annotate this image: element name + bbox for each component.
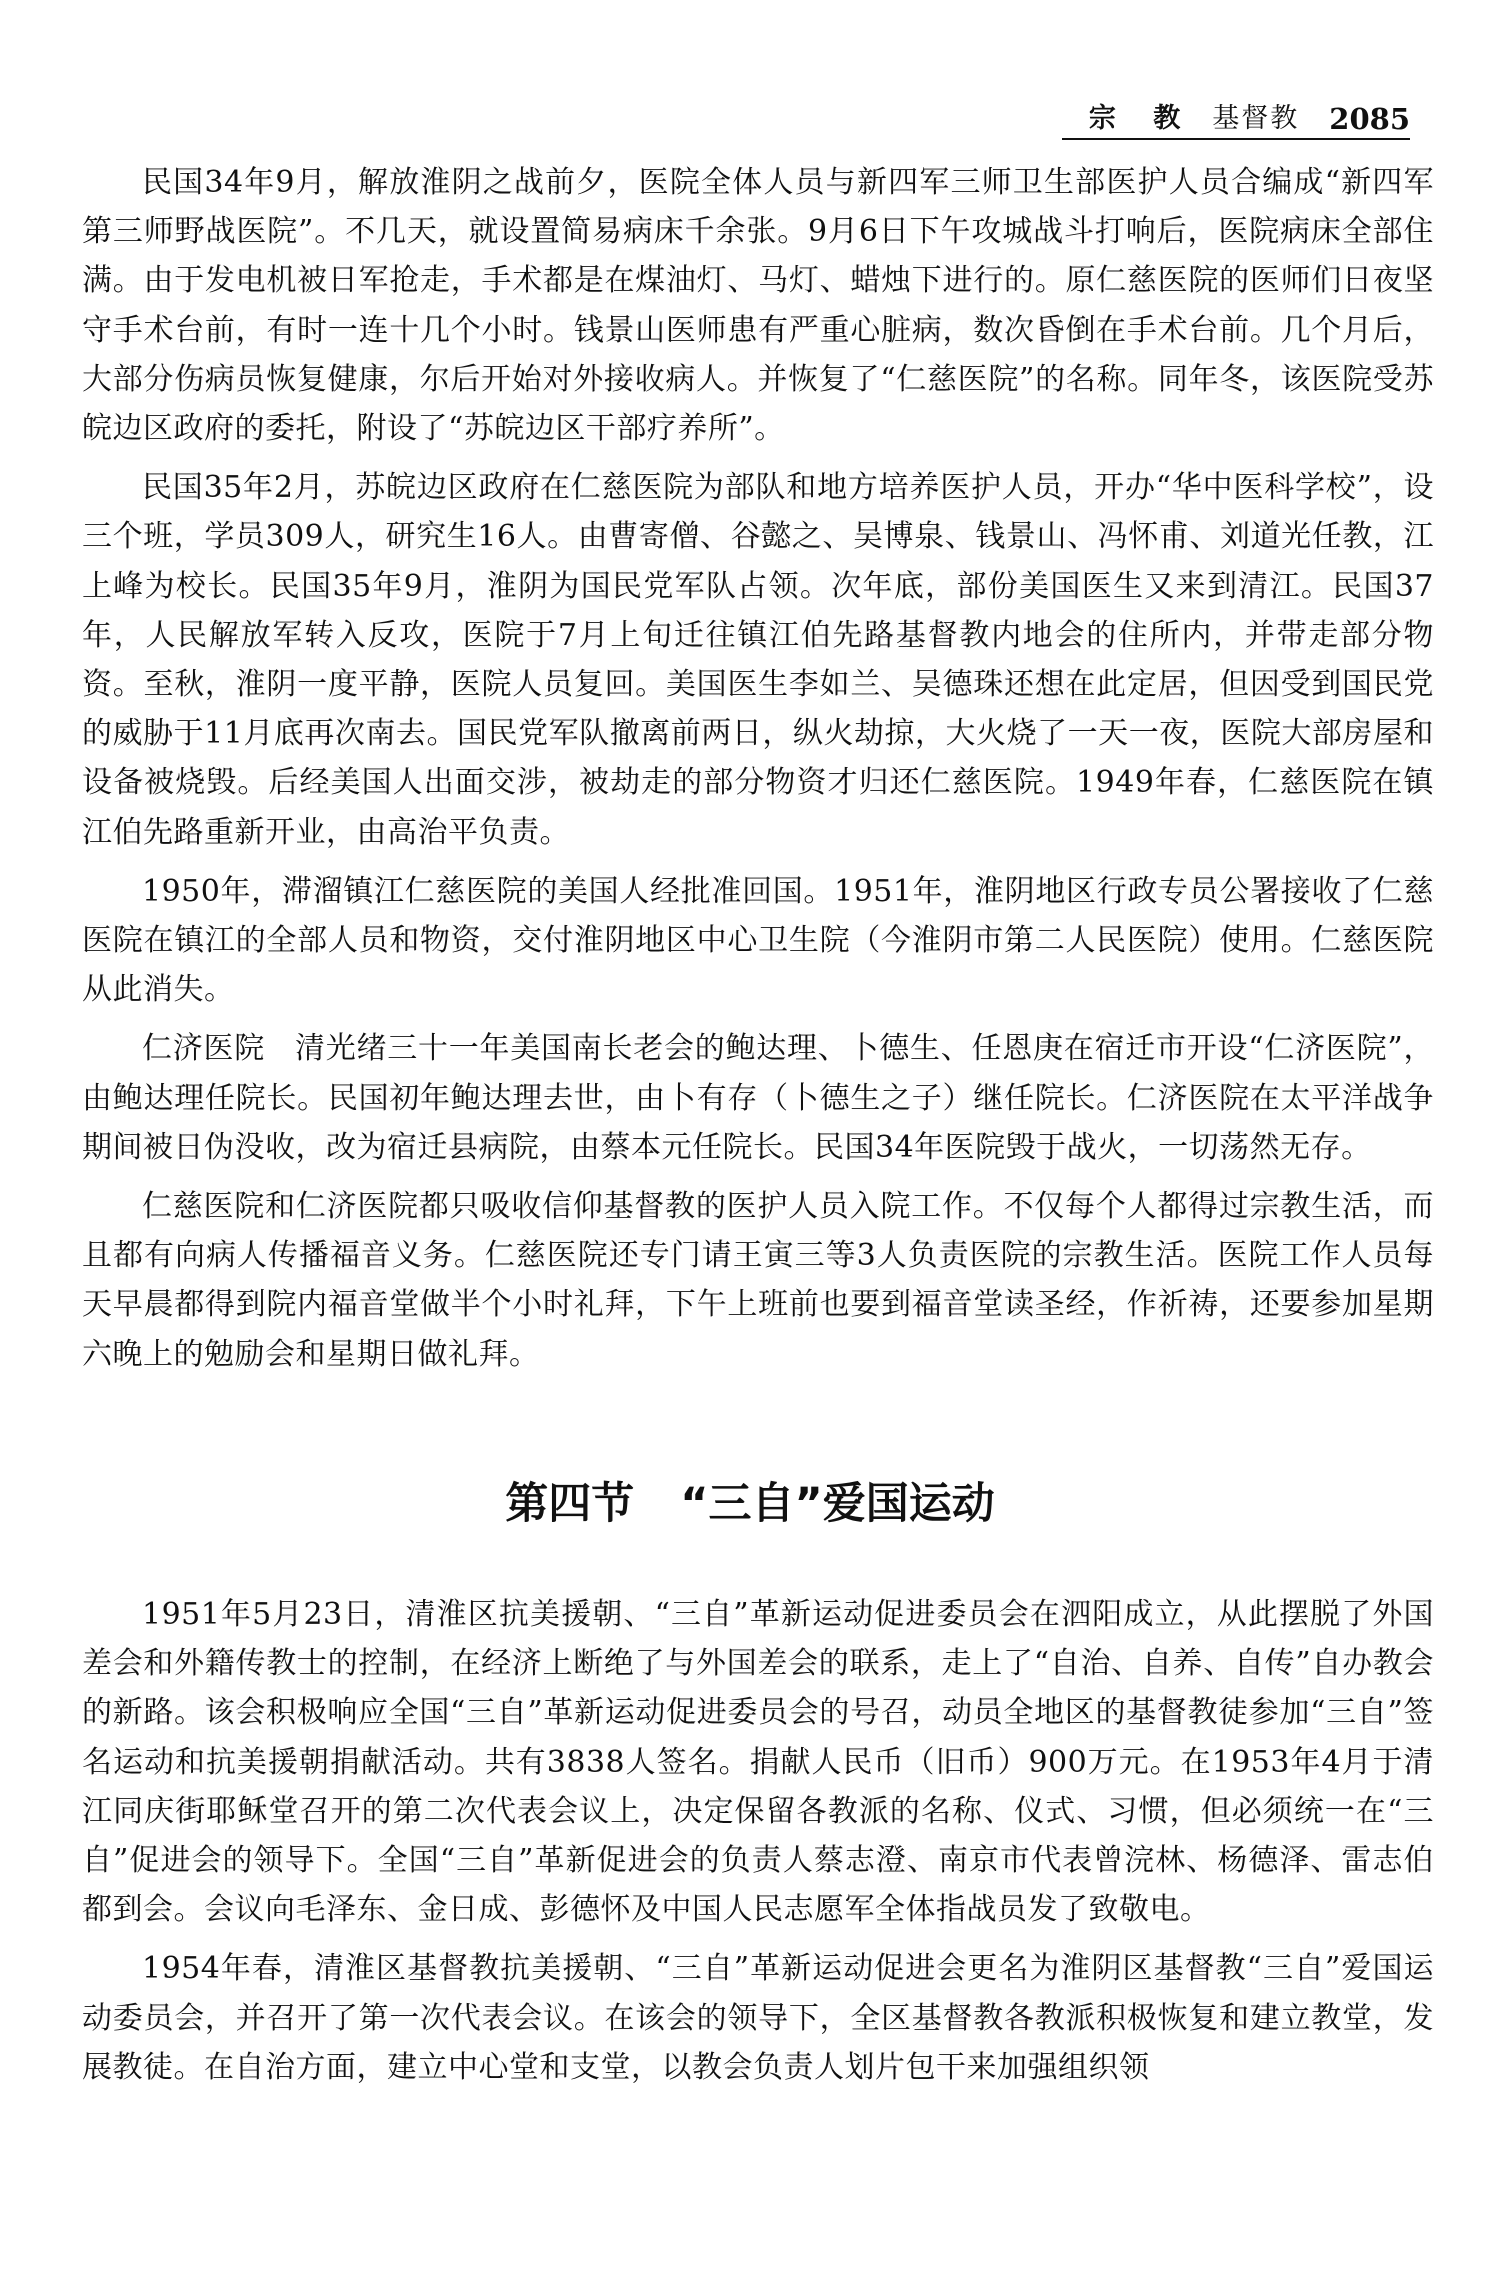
section-heading [0, 1476, 1500, 1532]
paragraph-text: 1950年，滞溜镇江仁慈医院的美国人经批准回国。1951年，淮阴地区行政专员公署接收了仁慈医院在镇江的全部人员和物资，交付淮阴地区中心卫生院（今淮阴市第二人民医院）使用。仁慈医院从此消失。 [82, 873, 1434, 1008]
body-text-before [82, 158, 1434, 1389]
paragraph [82, 1590, 1434, 1934]
paragraph-lead: 仁济医院 [142, 1031, 266, 1067]
paragraph-text: 仁慈医院和仁济医院都只吸收信仰基督教的医护人员入院工作。不仅每个人都得过宗教生活，而且都有向病人传播福音义务。仁慈医院还专门请王寅三等3人负责医院的宗教生活。医院工作人员每天早晨都得到院内福音堂做半个小时礼拜，下午上班前也要到福音堂读圣经，作祈祷，还要参加星期六晚上的勉励会和星期日做礼拜。 [82, 1189, 1434, 1372]
section-title-text: “三自”爱国运动 [680, 1479, 995, 1529]
paragraph [82, 463, 1434, 857]
running-header [1040, 88, 1410, 134]
paragraph-text: 清光绪三十一年美国南长老会的鲍达理、卜德生、任恩庚在宿迁市开设“仁济医院”，由鲍达理任院长。民国初年鲍达理去世，由卜有存（卜德生之子）继任院长。仁济医院在太平洋战争期间被日伪没收，改为宿迁县病院，由蔡本元任院长。民国34年医院毁于战火，一切荡然无存。 [82, 1031, 1434, 1165]
paragraph-text: 1954年春，清淮区基督教抗美援朝、“三自”革新运动促进会更名为淮阴区基督教“三自”爱国运动委员会，并召开了第一次代表会议。在该会的领导下，全区基督教各教派积极恢复和建立教堂，发展教徒。在自治方面，建立中心堂和支堂，以教会负责人划片包干来加强组织领 [82, 1951, 1434, 2085]
section-number: 第四节 [505, 1479, 635, 1529]
paragraph-text: 1951年5月23日，清淮区抗美援朝、“三自”革新运动促进委员会在泗阳成立，从此摆脱了外国差会和外籍传教士的控制，在经济上断绝了与外国差会的联系，走上了“自治、自养、自传”自办教会的新路。该会积极响应全国“三自”革新运动促进委员会的号召，动员全地区的基督教徒参加“三自”签名运动和抗美援朝捐献活动。共有3838人签名。捐献人民币（旧币）900万元。在1953年4月于清江同庆街耶稣堂召开的第二次代表会议上，决定保留各教派的名称、仪式、习惯，但必须统一在“三自”促进会的领导下。全国“三自”革新促进会的负责人蔡志澄、南京市代表曾浣林、杨德泽、雷志伯都到会。会议向毛泽东、金日成、彭德怀及中国人民志愿军全体指战员发了致敬电。 [82, 1597, 1434, 1928]
body-text-after [82, 1590, 1434, 2102]
paragraph [82, 158, 1434, 453]
page-number: 2085 [1329, 102, 1410, 136]
paragraph-text: 民国35年2月，苏皖边区政府在仁慈医院为部队和地方培养医护人员，开办“华中医科学校”，设三个班，学员309人，研究生16人。由曹寄僧、谷懿之、吴博泉、钱景山、冯怀甫、刘道光任教，江上峰为校长。民国35年9月，淮阴为国民党军队占领。次年底，部份美国医生又来到清江。民国37年，人民解放军转入反攻，医院于7月上旬迁往镇江伯先路基督教内地会的住所内，并带走部分物资。至秋，淮阴一度平静，医院人员复回。美国医生李如兰、吴德珠还想在此定居，但因受到国民党的威胁于11月底再次南去。国民党军队撤离前两日，纵火劫掠，大火烧了一天一夜，医院大部房屋和设备被烧毁。后经美国人出面交涉，被劫走的部分物资才归还仁慈医院。1949年春，仁慈医院在镇江伯先路重新开业，由高治平负责。 [82, 470, 1434, 850]
paragraph [82, 867, 1434, 1015]
header-subsection: 基督教 [1212, 103, 1300, 134]
paragraph [82, 1182, 1434, 1379]
paragraph [82, 1024, 1434, 1172]
header-section: 宗 教 [1088, 103, 1195, 134]
paragraph [82, 1944, 1434, 2092]
header-rule [1062, 138, 1410, 140]
paragraph-text: 民国34年9月，解放淮阴之战前夕，医院全体人员与新四军三师卫生部医护人员合编成“新四军第三师野战医院”。不几天，就设置简易病床千余张。9月6日下午攻城战斗打响后，医院病床全部住满。由于发电机被日军抢走，手术都是在煤油灯、马灯、蜡烛下进行的。原仁慈医院的医师们日夜坚守手术台前，有时一连十几个小时。钱景山医师患有严重心脏病，数次昏倒在手术台前。几个月后，大部分伤病员恢复健康，尔后开始对外接收病人。并恢复了“仁慈医院”的名称。同年冬，该医院受苏皖边区政府的委托，附设了“苏皖边区干部疗养所”。 [82, 165, 1434, 447]
